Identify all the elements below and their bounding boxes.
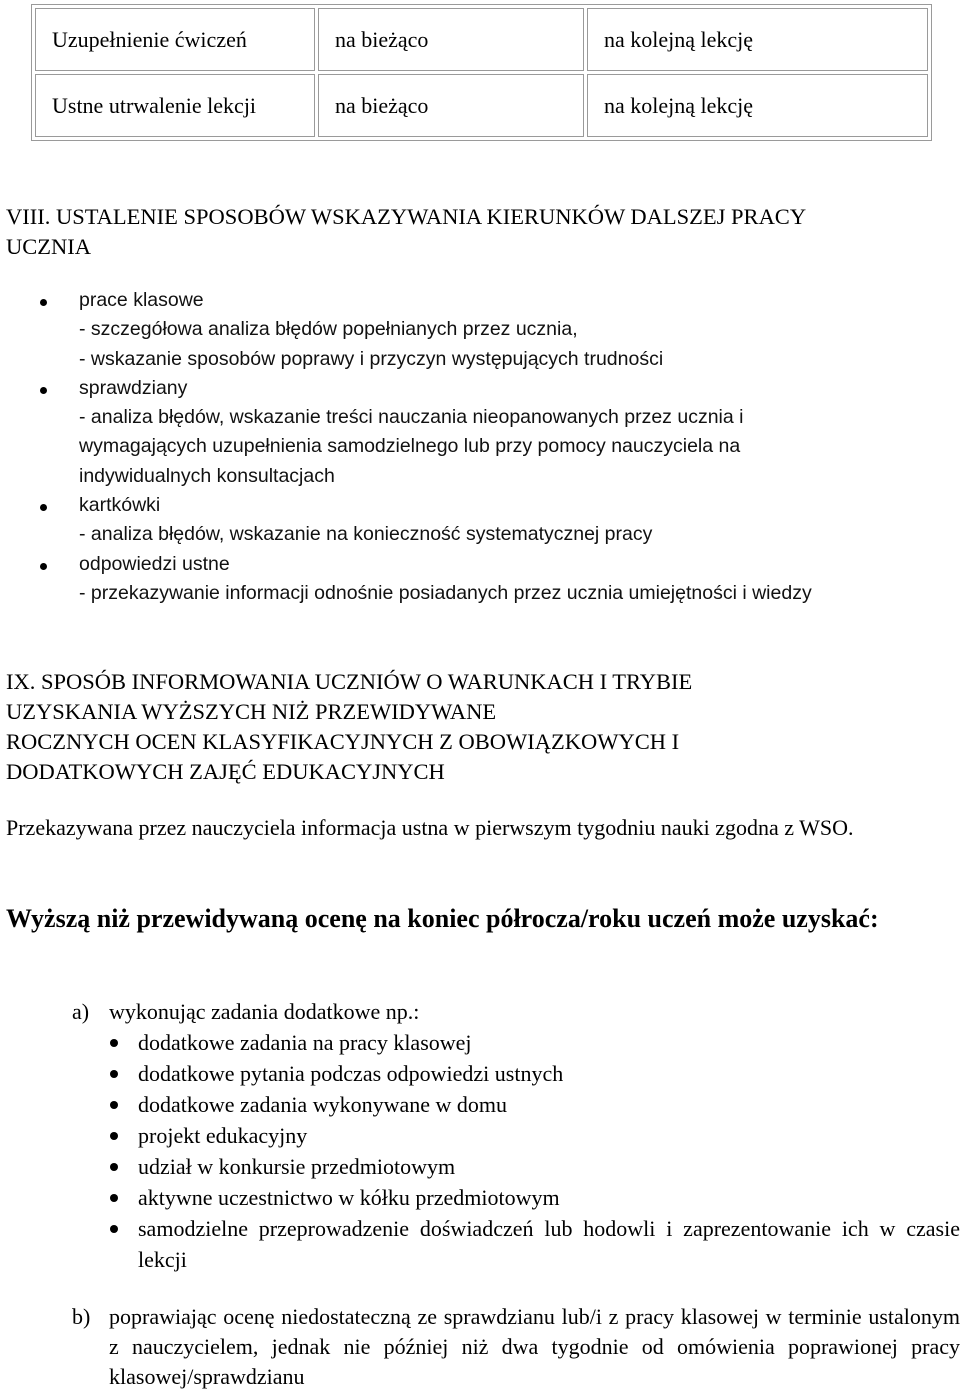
list-item-text: udział w konkursie przedmiotowym bbox=[138, 1154, 456, 1179]
item-title: sprawdziany bbox=[79, 376, 188, 399]
bullet-icon bbox=[110, 1132, 118, 1140]
heading-line: ROCZNYCH OCEN KLASYFIKACYJNYCH Z OBOWIĄZKOWYCH I bbox=[6, 729, 680, 754]
list-item bbox=[0, 374, 812, 491]
bullet-icon bbox=[110, 1225, 118, 1233]
higher-grade-heading: Wyższą niż przewidywaną ocenę na koniec półrocza/roku uczeń może uzyskać: bbox=[6, 904, 879, 933]
list-item-text: dodatkowe zadania wykonywane w domu bbox=[138, 1092, 508, 1117]
list-item-text: dodatkowe pytania podczas odpowiedzi ustnych bbox=[138, 1061, 564, 1086]
heading-line: UCZNIA bbox=[6, 234, 91, 259]
list-item-text: samodzielne przeprowadzenie doświadczeń lub hodowli i zaprezentowanie ich w czasie lekcji bbox=[138, 1216, 960, 1272]
bullet-icon bbox=[110, 1039, 118, 1047]
bullet-icon bbox=[110, 1163, 118, 1171]
list-item bbox=[0, 1058, 960, 1089]
list-item bbox=[0, 1027, 960, 1058]
table-cell: na kolejną lekcję bbox=[587, 74, 928, 137]
table-cell: na bieżąco bbox=[318, 8, 584, 71]
bullet-icon bbox=[40, 387, 47, 394]
bullet-icon bbox=[40, 563, 47, 570]
table-row bbox=[35, 8, 928, 71]
option-a bbox=[0, 997, 960, 1275]
table-cell: Uzupełnienie ćwiczeń bbox=[35, 8, 315, 71]
bullet-icon bbox=[110, 1194, 118, 1202]
list-item bbox=[0, 1213, 960, 1275]
table-cell: na bieżąco bbox=[318, 74, 584, 137]
table-row bbox=[35, 74, 928, 137]
item-title: odpowiedzi ustne bbox=[79, 552, 230, 575]
bullet-icon bbox=[110, 1101, 118, 1109]
item-line: - analiza błędów, wskazanie na konieczność systematycznej pracy bbox=[79, 523, 653, 546]
heading-line: DODATKOWYCH ZAJĘĆ EDUKACYJNYCH bbox=[6, 759, 445, 784]
heading-line: UZYSKANIA WYŻSZYCH NIŻ PRZEWIDYWANE bbox=[6, 699, 497, 724]
list-item bbox=[0, 286, 812, 374]
list-item bbox=[0, 1151, 960, 1182]
heading-line: IX. SPOSÓB INFORMOWANIA UCZNIÓW O WARUNKACH I TRYBIE bbox=[6, 669, 693, 694]
item-line: - wskazanie sposobów poprawy i przyczyn występujących trudności bbox=[79, 347, 664, 370]
section-ix-heading bbox=[6, 667, 692, 787]
option-text: poprawiając ocenę niedostateczną ze sprawdzianu lub/i z pracy klasowej w terminie ustalonym z nauczycielem, jednak nie później niż dwa tygodnie od omówienia poprawionej pracy klasowej/sprawdzianu bbox=[109, 1304, 960, 1389]
option-marker: b) bbox=[72, 1304, 91, 1329]
item-line: - szczegółowa analiza błędów popełnianych przez ucznia, bbox=[79, 318, 578, 341]
list-item-text: dodatkowe zadania na pracy klasowej bbox=[138, 1030, 472, 1055]
item-line: - analiza błędów, wskazanie treści nauczania nieopanowanych przez ucznia i bbox=[79, 406, 744, 429]
list-item bbox=[0, 550, 812, 609]
item-line: - przekazywanie informacji odnośnie posiadanych przez ucznia umiejętności i wiedzy bbox=[79, 581, 812, 604]
list-item-text: aktywne uczestnictwo w kółku przedmiotowym bbox=[138, 1185, 560, 1210]
bullet-icon bbox=[40, 299, 47, 306]
item-title: prace klasowe bbox=[79, 289, 204, 311]
list-item bbox=[0, 1089, 960, 1120]
table-cell: Ustne utrwalenie lekcji bbox=[35, 74, 315, 137]
option-text: wykonując zadania dodatkowe np.: bbox=[109, 999, 420, 1024]
option-b bbox=[0, 1302, 960, 1392]
feedback-methods-list bbox=[0, 286, 812, 608]
section-viii-heading bbox=[6, 202, 806, 262]
list-item bbox=[0, 1182, 960, 1213]
extra-tasks-list bbox=[0, 1027, 960, 1275]
list-item-text: projekt edukacyjny bbox=[138, 1123, 308, 1148]
item-line: wymagających uzupełnienia samodzielnego lub przy pomocy nauczyciela na bbox=[79, 435, 741, 458]
bullet-icon bbox=[110, 1070, 118, 1078]
schedule-table bbox=[31, 4, 932, 141]
list-item bbox=[0, 1120, 960, 1151]
item-line: indywidualnych konsultacjach bbox=[79, 464, 335, 487]
item-title: kartkówki bbox=[79, 494, 161, 517]
table-cell: na kolejną lekcję bbox=[587, 8, 928, 71]
info-paragraph: Przekazywana przez nauczyciela informacja ustna w pierwszym tygodniu nauki zgodna z WSO. bbox=[6, 815, 854, 840]
bullet-icon bbox=[40, 504, 47, 511]
list-item bbox=[0, 491, 812, 550]
heading-line: VIII. USTALENIE SPOSOBÓW WSKAZYWANIA KIERUNKÓW DALSZEJ PRACY bbox=[6, 204, 807, 229]
option-marker: a) bbox=[72, 999, 90, 1024]
